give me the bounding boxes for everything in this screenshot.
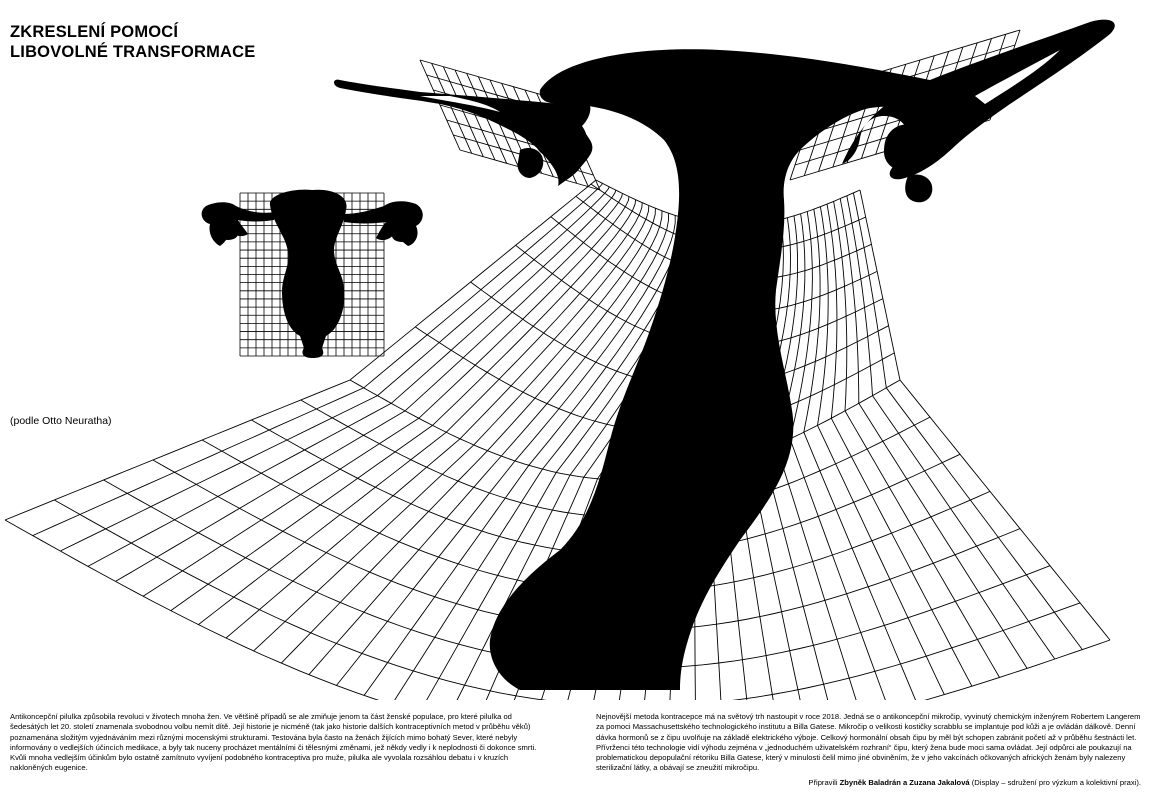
credits-suffix: (Display – sdružení pro výzkum a kolektivní praxi). <box>969 778 1141 787</box>
credits-names: Zbyněk Baladrán a Zuzana Jakalová <box>839 778 970 787</box>
title-line-2: LIBOVOLNÉ TRANSFORMACE <box>10 43 256 61</box>
source-caption: (podle Otto Neuratha) <box>10 415 112 427</box>
original-figure <box>202 190 423 358</box>
warped-grid-radial-line <box>818 207 945 695</box>
footer-text-left: Antikoncepční pilulka způsobila revoluci v životech mnoha žen. Ve většině případů se ale zmiňuje jenom ta část ženské populace, pro které pilulka od šedesátých let 20. století znamenala svobodnou volbu nemít dítě. Její historie je nicméně (tak jako historie dalších kontraceptivních metod v průběhu věků) poznamenána složitým vyjednáváním mezi různými mocenskými strukturami. Testována byla často na ženách žijících mimo bohatý Sever, které nebyly informovány o vedlejších účincích medikace, a byly tak nuceny procházet mentálními či tělesnými změnami, jež někdy vedly i k neplodnosti či dokonce smrti. Kvůli mnoha vedlejším účinkům bylo ostatně zamítnuto vyvíjení podobného kontraceptiva pro muže, pilulka ale vyvolala rozsáhlou debatu i v kruzích nakloněných eugenice. <box>10 712 537 773</box>
credits <box>808 778 1141 788</box>
warped-grid-radial-line <box>853 193 1082 650</box>
footer-text-right: Nejnovější metoda kontracepce má na světový trh nastoupit v roce 2018. Jedná se o antikoncepční mikročip, vyvinutý chemickým inženýrem Robertem Langerem za pomoci Massachusettského technologického institutu a Billa Gatese. Mikročip o velikosti kostičky scrabblu se implantuje pod kůži a je ovládán dálkově. Denní dávka hormonů se z čipu uvolňuje na základě elektrického výboje. Celkový hormonální obsah čipu by měl být schopen zabránit početí až v průběhu šestnácti let. Přívrženci této technologie vidí výhodu zejména v „jednoduchém uživatelském rozhraní“ čipu, který žena bude moci sama ovládat. Její odpůrci ale poukazují na problematickou depopulační rétoriku Billa Gatese, který v minulosti čelil mimo jiné obviněním, že v jeho vakcínách očkovaných afrických ženám byly nalezeny sterilizační látky, a obávají se zneužití mikročipu. <box>596 712 1141 773</box>
warped-grid-radial-line <box>116 193 623 581</box>
warped-grid-radial-line <box>847 196 1055 659</box>
warped-grid-radial-line <box>834 201 1000 677</box>
title-line-1: ZKRESLENÍ POMOCÍ <box>10 23 179 41</box>
credits-prefix: Připravili <box>808 778 840 787</box>
warped-grid-radial-line <box>804 209 917 700</box>
warped-grid-radial-line <box>827 204 972 686</box>
transformed-uterus-silhouette <box>334 20 1115 690</box>
original-uterus-silhouette <box>202 190 423 358</box>
warped-grid-radial-line <box>860 190 1110 640</box>
